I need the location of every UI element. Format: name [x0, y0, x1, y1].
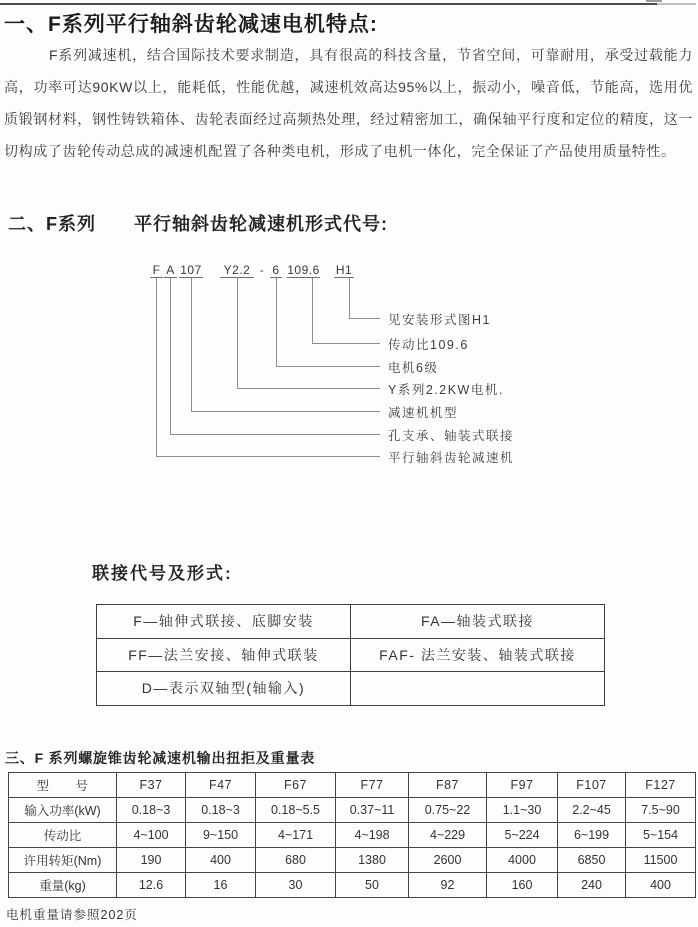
- torque-weight-table: [8, 772, 696, 898]
- code-token: F: [150, 262, 163, 278]
- callout-vertical-line: [237, 278, 238, 388]
- code-part-label: 传动比109.6: [388, 338, 469, 352]
- code-part-label: 减速机机型: [388, 406, 459, 420]
- top-rule-light: [657, 3, 696, 5]
- value-cell: 0.18~5.5: [256, 798, 336, 823]
- column-header: F67: [256, 773, 336, 798]
- code-part-label: 见安装形式图H1: [388, 313, 491, 327]
- connection-cell: FA—轴装式联接: [351, 605, 605, 639]
- value-cell: 5~224: [487, 823, 558, 848]
- value-cell: 5~154: [626, 823, 696, 848]
- value-cell: 240: [558, 873, 626, 898]
- value-cell: 11500: [626, 848, 696, 873]
- table-row: [9, 798, 696, 823]
- code-token: A: [164, 262, 177, 278]
- column-header: F47: [186, 773, 256, 798]
- callout-horizontal-line: [191, 411, 380, 412]
- callout-vertical-line: [170, 278, 171, 434]
- value-cell: 190: [117, 848, 186, 873]
- code-part-label: 平行轴斜齿轮减速机: [388, 451, 515, 465]
- value-cell: 0.18~3: [186, 798, 256, 823]
- callout-vertical-line: [191, 278, 192, 411]
- connection-title: 联接代号及形式:: [92, 564, 233, 583]
- code-part-label: 电机6级: [388, 361, 439, 375]
- footnote: 电机重量请参照202页: [6, 908, 138, 922]
- row-label: 传动比: [9, 823, 117, 848]
- value-cell: 680: [256, 848, 336, 873]
- table-row: [9, 848, 696, 873]
- code-token: H1: [335, 263, 353, 277]
- row-label: 输入功率(kW): [9, 798, 117, 823]
- value-cell: 400: [626, 873, 696, 898]
- callout-horizontal-line: [237, 388, 380, 389]
- value-cell: 0.18~3: [117, 798, 186, 823]
- section3-title: 三、F 系列螺旋锥齿轮减速机输出扭拒及重量表: [5, 750, 316, 766]
- callout-horizontal-line: [156, 456, 380, 457]
- value-cell: 16: [186, 873, 256, 898]
- callout-horizontal-line: [349, 318, 380, 319]
- column-header: F127: [626, 773, 696, 798]
- value-cell: 1.1~30: [487, 798, 558, 823]
- value-cell: 9~150: [186, 823, 256, 848]
- value-cell: 2.2~45: [558, 798, 626, 823]
- code-token: Y2.2: [220, 262, 254, 278]
- value-cell: 160: [487, 873, 558, 898]
- column-header: F87: [409, 773, 487, 798]
- value-cell: 92: [409, 873, 487, 898]
- section1-title: 一、F系列平行轴斜齿轮减速电机特点:: [4, 13, 378, 36]
- value-cell: 12.6: [117, 873, 186, 898]
- connection-cell: D—表示双轴型(轴输入): [97, 672, 351, 706]
- connection-row: [97, 638, 605, 672]
- value-cell: 30: [256, 873, 336, 898]
- value-cell: 0.75~22: [409, 798, 487, 823]
- column-header: F37: [117, 773, 186, 798]
- column-header: F107: [558, 773, 626, 798]
- callout-vertical-line: [156, 278, 157, 456]
- callout-vertical-line: [276, 278, 277, 366]
- row-label: 重量(kg): [9, 873, 117, 898]
- callout-horizontal-line: [312, 343, 380, 344]
- table-header-row: [9, 773, 696, 798]
- code-part-label: 孔支承、轴装式联接: [388, 429, 515, 443]
- section2-title: 二、F系列 平行轴斜齿轮减速机形式代号:: [8, 214, 388, 234]
- table-row: [9, 873, 696, 898]
- table-row: [9, 823, 696, 848]
- code-token: 6: [270, 262, 282, 278]
- value-cell: 4~171: [256, 823, 336, 848]
- value-cell: 50: [336, 873, 409, 898]
- column-header: F77: [336, 773, 409, 798]
- section1-body: F系列减速机，结合国际技术要求制造，具有很高的科技含量，节省空间，可靠耐用，承受过载能力高，功率可达90KW以上，能耗低，性能优越，减速机效高达95%以上，振动小，噪音低，节能高，选用优质锻钢材料，钢性铸铁箱体、齿轮表面经过高频热处理，经过精密加工，确保轴平行度和定位的精度，这一切构成了齿轮传动总成的减速机配置了各种类电机，形成了电机一体化，完全保证了产品使用质量特性。: [4, 47, 693, 159]
- connection-row: [97, 672, 605, 706]
- code-token: 107: [180, 263, 202, 277]
- connection-cell: FAF- 法兰安装、轴装式联接: [351, 638, 605, 672]
- value-cell: 400: [186, 848, 256, 873]
- row-label: 许用转矩(Nm): [9, 848, 117, 873]
- value-cell: 2600: [409, 848, 487, 873]
- top-rule: [0, 3, 657, 5]
- callout-horizontal-line: [170, 434, 380, 435]
- code-token: 109.6: [287, 263, 320, 277]
- value-cell: 6850: [558, 848, 626, 873]
- connection-cell: FF—法兰安接、轴伸式联装: [97, 638, 351, 672]
- value-cell: 4~198: [336, 823, 409, 848]
- code-token: -: [259, 263, 265, 277]
- model-header-cell: 型 号: [9, 773, 117, 798]
- value-cell: 0.37~11: [336, 798, 409, 823]
- corner-mark: [646, 0, 662, 2]
- value-cell: 7.5~90: [626, 798, 696, 823]
- value-cell: 4~100: [117, 823, 186, 848]
- connection-cell: [351, 672, 605, 706]
- connection-table: [96, 604, 605, 706]
- connection-cell: F—轴伸式联接、底脚安装: [97, 605, 351, 639]
- value-cell: 4000: [487, 848, 558, 873]
- callout-vertical-line: [349, 278, 350, 318]
- column-header: F97: [487, 773, 558, 798]
- connection-row: [97, 605, 605, 639]
- callout-horizontal-line: [276, 366, 380, 367]
- value-cell: 1380: [336, 848, 409, 873]
- code-part-label: Y系列2.2KW电机.: [388, 383, 504, 397]
- callout-vertical-line: [312, 278, 313, 343]
- value-cell: 4~229: [409, 823, 487, 848]
- value-cell: 6~199: [558, 823, 626, 848]
